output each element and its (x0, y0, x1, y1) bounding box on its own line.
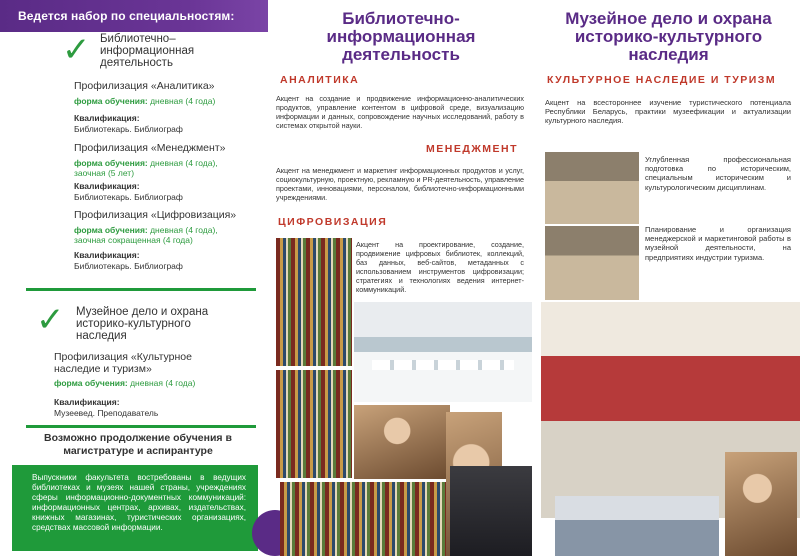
spec2-title: Музейное дело и охрана историко-культурного наследия (76, 306, 209, 342)
analytics-text: Акцент на создание и продвижение информационно-аналитических продуктов, управление контентом в цифровой среде, визуализацию информации и данных, сопровождение научных исследований, работу в системах открытой науки. (276, 94, 524, 130)
spec1-title: Библиотечно– информационная деятельность (100, 33, 195, 69)
profile-management-qual-value: Библиотекарь. Библиограф (74, 192, 183, 202)
admission-banner (0, 0, 268, 32)
right-column (537, 0, 800, 559)
digital-text: Акцент на проектирование, создание, продвижение цифровых библиотек, коллекций, баз данных, веб-сайтов, метаданных с использованием инструментов цифровизации; стратегиях и технологиях ведения интернет-коммуникаций. (356, 240, 524, 294)
section-divider (26, 425, 256, 428)
photo-shelves (280, 482, 446, 556)
photo-library-hall (354, 302, 532, 402)
profile-digital-title: Профилизация «Цифровизация» (74, 209, 237, 221)
library-title: Библиотечно- информационная деятельность (326, 9, 476, 64)
analytics-heading: АНАЛИТИКА (280, 74, 360, 86)
photo-guide (725, 452, 797, 556)
heritage-text-1: Углубленная профессиональная подготовка по историческим, специальным историческим и культурологическим дисциплинам. (645, 155, 791, 192)
photo-bookshelves (276, 370, 352, 478)
check-icon: ✓ (36, 300, 65, 340)
museum-title: Музейное дело и охрана историко-культурного наследия (565, 9, 772, 64)
profile-management-form: форма обучения: дневная (4 года), заочная (5 лет) (74, 158, 218, 178)
photo-library-books (276, 238, 352, 366)
photo-museum-interior (545, 226, 639, 300)
heritage-heading: КУЛЬТУРНОЕ НАСЛЕДИЕ И ТУРИЗМ (547, 74, 777, 86)
check-icon: ✓ (62, 30, 91, 70)
photo-students-class (555, 496, 719, 556)
graduates-box (12, 465, 258, 551)
profile-analytics-form: форма обучения: дневная (4 года) (74, 96, 216, 106)
profile-analytics-qual-value: Библиотекарь. Библиограф (74, 124, 183, 134)
admission-banner-text: Ведется набор по специальностям: (18, 9, 235, 23)
profile-management-title: Профилизация «Менеджмент» (74, 142, 226, 154)
management-text: Акцент на менеджмент и маркетинг информационных продуктов и услуг, социокультурную, проектную, рекламную и PR-деятельность, управление проектами, инновациями, персоналом, библиотечно-информационными учреждениями. (276, 166, 524, 202)
profile-heritage-qual-value: Музеевед. Преподаватель (54, 408, 159, 418)
photo-museum-hall (545, 152, 639, 224)
management-heading: МЕНЕДЖМЕНТ (426, 143, 519, 155)
profile-management-qual-label: Квалификация: (74, 181, 140, 191)
heritage-intro: Акцент на всестороннее изучение туристического потенциала Республики Беларусь, практики музеефикации и актуализации культурного наследия. (545, 98, 791, 126)
profile-analytics-title: Профилизация «Аналитика» (74, 80, 215, 92)
photo-reading-room (450, 466, 532, 556)
middle-column (270, 0, 532, 559)
profile-digital-qual-label: Квалификация: (74, 250, 140, 260)
section-divider (26, 288, 256, 291)
digital-heading: ЦИФРОВИЗАЦИЯ (278, 216, 388, 228)
heritage-text-2: Планирование и организация менеджерской и маркетинговой работы в музейной деятельности, на предприятиях индустрии туризма. (645, 225, 791, 262)
photo-student-books (354, 405, 450, 479)
profile-digital-form: форма обучения: дневная (4 года), заочная сокращенная (4 года) (74, 225, 218, 245)
profile-digital-qual-value: Библиотекарь. Библиограф (74, 261, 183, 271)
profile-heritage-title: Профилизация «Культурное наследие и туризм» (54, 351, 192, 375)
left-column (0, 0, 268, 559)
graduates-text: Выпускники факультета востребованы в ведущих библиотеках и музеях нашей страны, учреждениях сферы информационно-документных коммуникаций: информационных центрах, архивах, издательствах, книжных магазинах, туристических организациях, средствах массовой информации. (32, 473, 246, 532)
profile-heritage-form: форма обучения: дневная (4 года) (54, 378, 196, 388)
magistracy-note: Возможно продолжение обучения в магистратуре и аспирантуре (44, 432, 232, 457)
profile-heritage-qual-label: Квалификация: (54, 397, 120, 407)
profile-analytics-qual-label: Квалификация: (74, 113, 140, 123)
